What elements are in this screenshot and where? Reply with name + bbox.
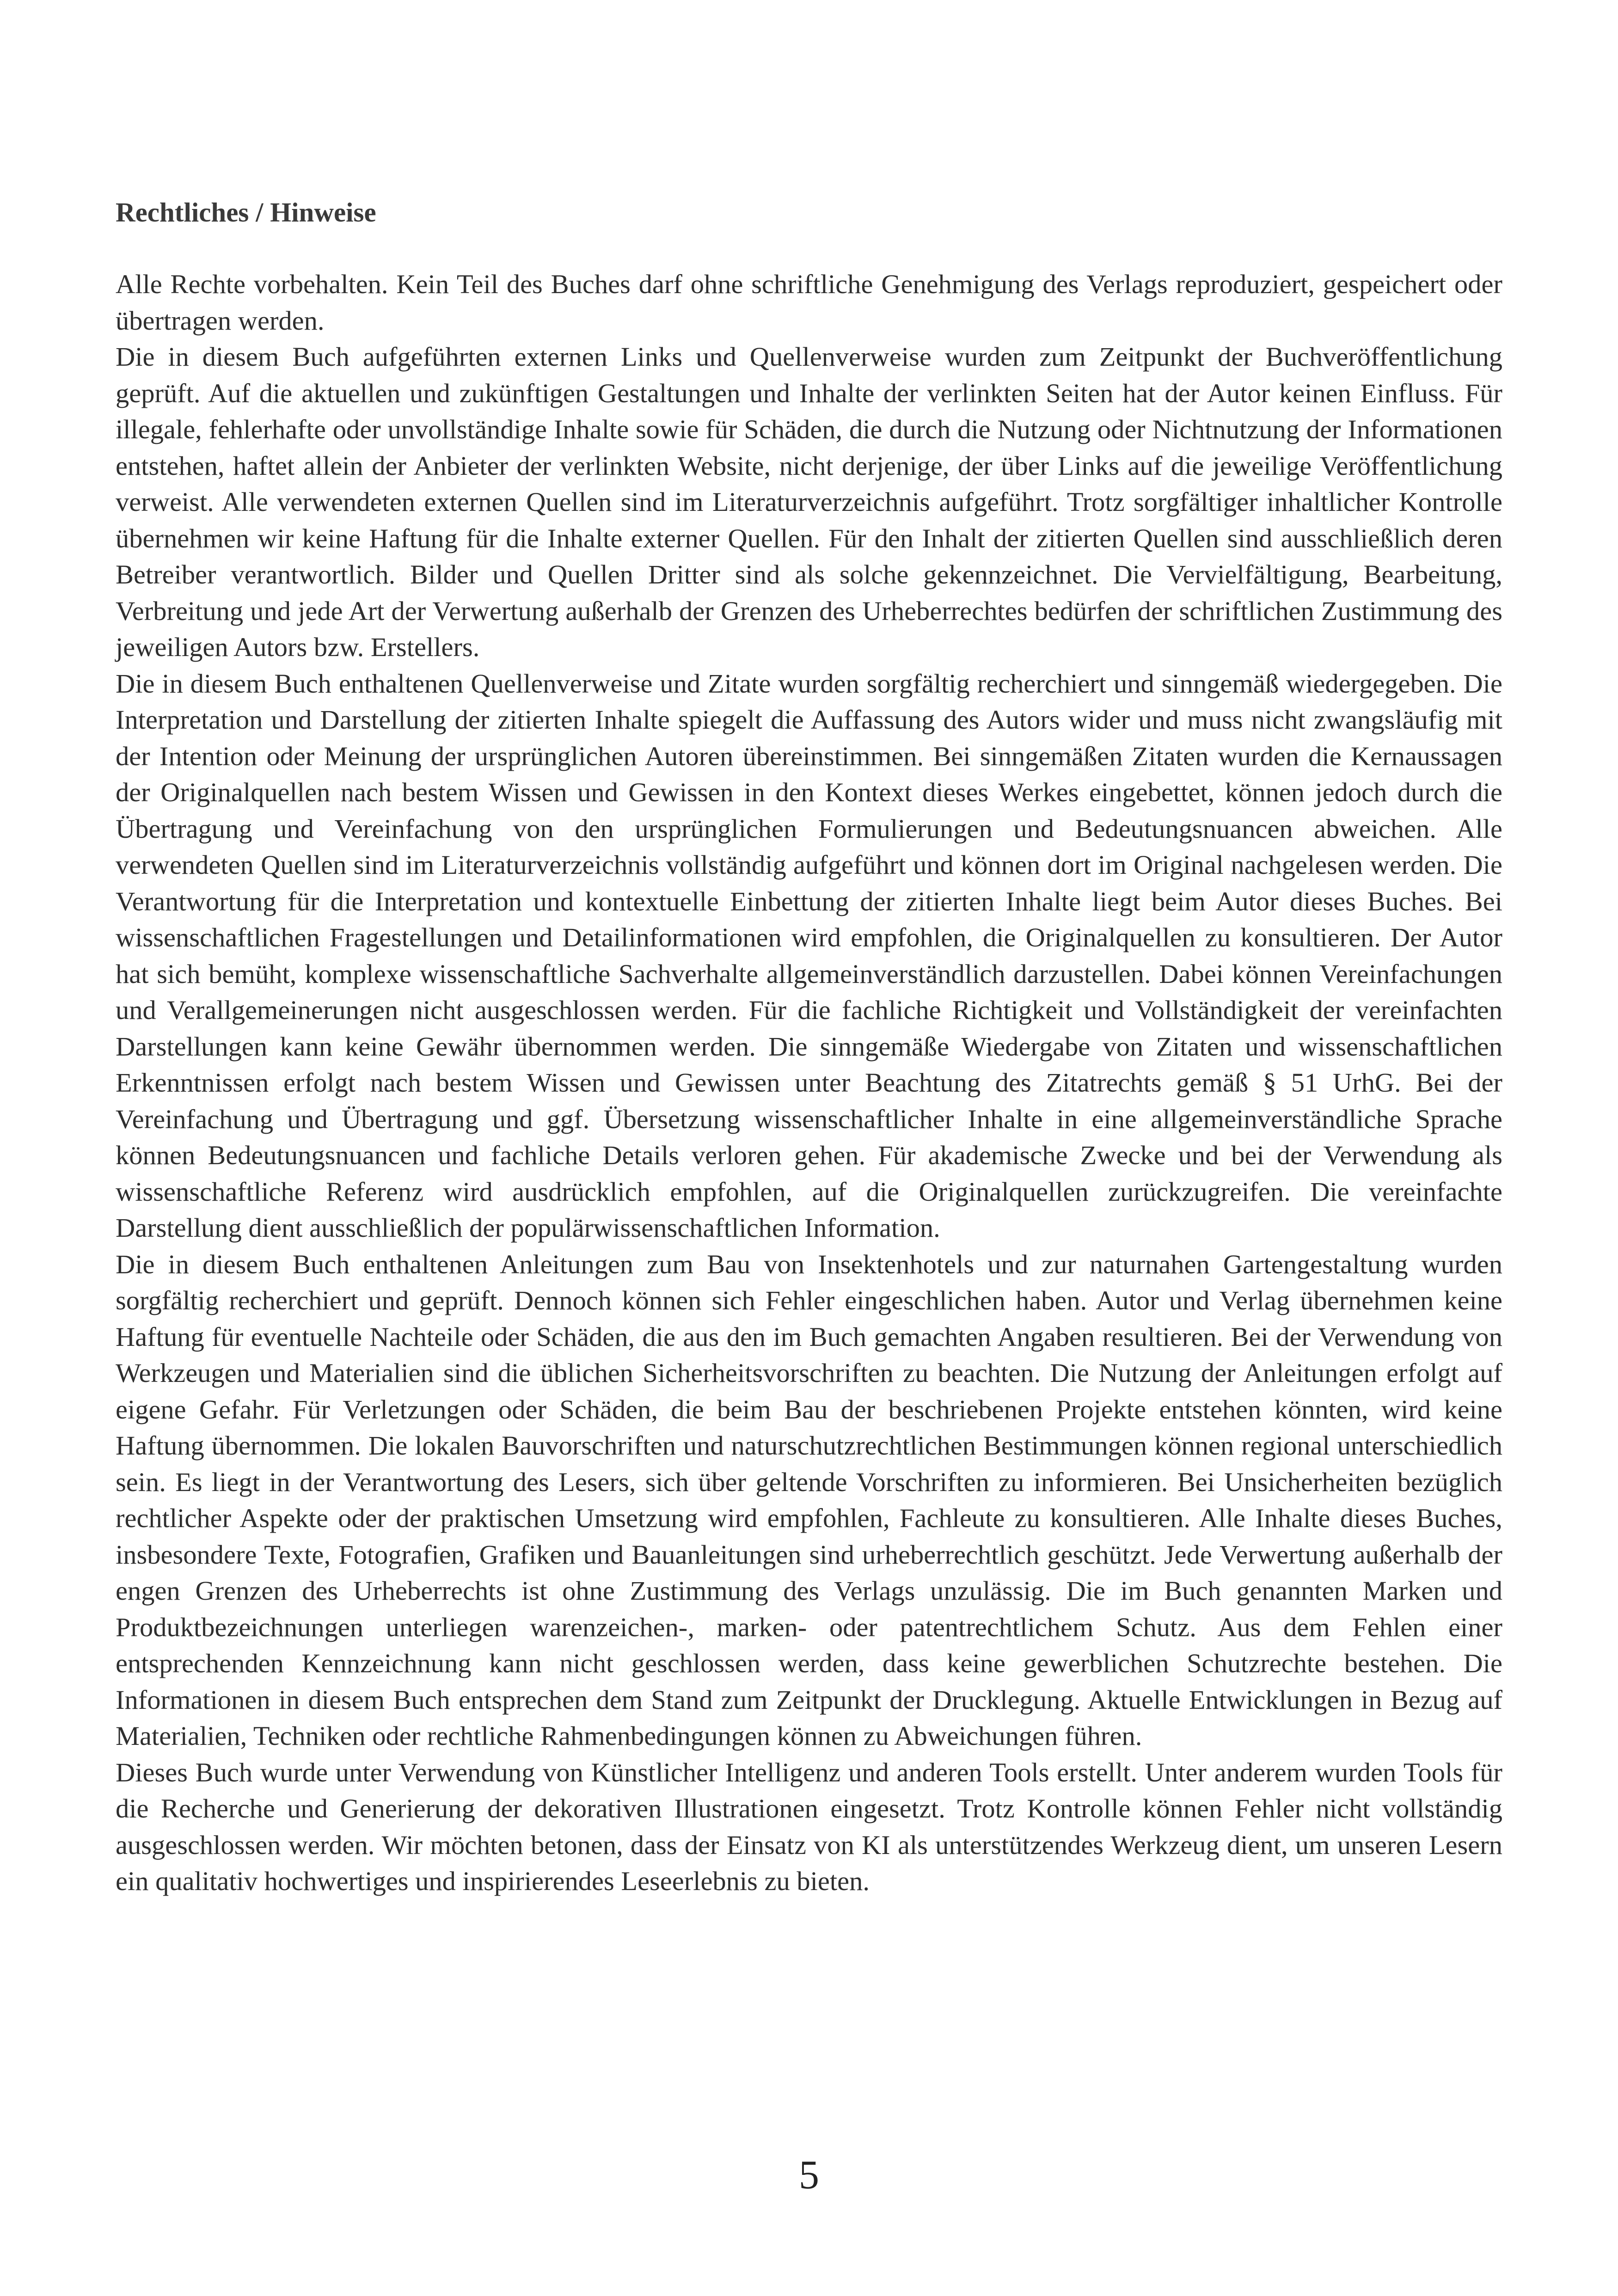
page-number: 5 <box>799 2153 819 2198</box>
paragraph-external-links: Die in diesem Buch aufgeführten externen Links und Quellenverweise wurden zum Zeitpunkt der Buchveröffentlichung geprüft. Auf die aktuellen und zukünftigen Gestaltungen und Inhalte der verlinkten Seiten hat der Autor keinen Einfluss. Für illegale, fehlerhafte oder unvollständige Inhalte sowie für Schäden, die durch die Nutzung oder Nichtnutzung der Informationen entstehen, haftet allein der Anbieter der verlinkten Website, nicht derjenige, der über Links auf die jeweilige Veröffentlichung verweist. Alle verwendeten externen Quellen sind im Literaturverzeichnis aufgeführt. Trotz sorgfältiger inhaltlicher Kontrolle übernehmen wir keine Haftung für die Inhalte externer Quellen. Für den Inhalt der zitierten Quellen sind ausschließlich deren Betreiber verantwortlich. Bilder und Quellen Dritter sind als solche gekennzeichnet. Die Vervielfältigung, Bearbeitung, Verbreitung und jede Art der Verwertung außerhalb der Grenzen des Urheberrechtes bedürfen der schriftlichen Zustimmung des jeweiligen Autors bzw. Erstellers. <box>116 342 1502 662</box>
paragraph-copyright: Alle Rechte vorbehalten. Kein Teil des Buches darf ohne schriftliche Genehmigung des Verlags reproduziert, gespeichert oder übertragen werden. <box>116 269 1502 336</box>
paragraph-ai-notice: Dieses Buch wurde unter Verwendung von Künstlicher Intelligenz und anderen Tools erstellt. Unter anderem wurden Tools für die Recherche und Generierung der dekorativen Illustrationen eingesetzt. Trotz Kontrolle können Fehler nicht vollständig ausgeschlossen werden. Wir möchten betonen, dass der Einsatz von KI als unterstützendes Werkzeug dient, um unseren Lesern ein qualitativ hochwertiges und inspirierendes Leseerlebnis zu bieten. <box>116 1757 1502 1896</box>
paragraph-instructions-liability: Die in diesem Buch enthaltenen Anleitungen zum Bau von Insektenhotels und zur naturnahen Gartengestaltung wurden sorgfältig recherchiert und geprüft. Dennoch können sich Fehler eingeschlichen haben. Autor und Verlag übernehmen keine Haftung für eventuelle Nachteile oder Schäden, die aus den im Buch gemachten Angaben resultieren. Bei der Verwendung von Werkzeugen und Materialien sind die üblichen Sicherheitsvorschriften zu beachten. Die Nutzung der Anleitungen erfolgt auf eigene Gefahr. Für Verletzungen oder Schäden, die beim Bau der beschriebenen Projekte entstehen könnten, wird keine Haftung übernommen. Die lokalen Bauvorschriften und naturschutzrechtlichen Bestimmungen können regional unterschiedlich sein. Es liegt in der Verantwortung des Lesers, sich über geltende Vorschriften zu informieren. Bei Unsicherheiten bezüglich rechtlicher Aspekte oder der praktischen Umsetzung wird empfohlen, Fachleute zu konsultieren. Alle Inhalte dieses Buches, insbesondere Texte, Fotografien, Grafiken und Bauanleitungen sind urheberrechtlich geschützt. Jede Verwertung außerhalb der engen Grenzen des Urheberrechts ist ohne Zustimmung des Verlags unzulässig. Die im Buch genannten Marken und Produktbezeichnungen unterliegen warenzeichen-, marken- oder patentrechtlichem Schutz. Aus dem Fehlen einer entsprechenden Kennzeichnung kann nicht geschlossen werden, dass keine gewerblichen Schutzrechte bestehen. Die Informationen in diesem Buch entsprechen dem Stand zum Zeitpunkt der Drucklegung. Aktuelle Entwicklungen in Bezug auf Materialien, Techniken oder rechtliche Rahmenbedingungen können zu Abweichungen führen. <box>116 1249 1502 1751</box>
page-heading: Rechtliches / Hinweise <box>116 197 376 227</box>
paragraph-citations: Die in diesem Buch enthaltenen Quellenverweise und Zitate wurden sorgfältig recherchiert und sinngemäß wiedergegeben. Die Interpretation und Darstellung der zitierten Inhalte spiegelt die Auffassung des Autors wider und muss nicht zwangsläufig mit der Intention oder Meinung der ursprünglichen Autoren übereinstimmen. Bei sinngemäßen Zitaten wurden die Kernaussagen der Originalquellen nach bestem Wissen und Gewissen in den Kontext dieses Werkes eingebettet, können jedoch durch die Übertragung und Vereinfachung von den ursprünglichen Formulierungen und Bedeutungsnuancen abweichen. Alle verwendeten Quellen sind im Literaturverzeichnis vollständig aufgeführt und können dort im Original nachgelesen werden. Die Verantwortung für die Interpretation und kontextuelle Einbettung der zitierten Inhalte liegt beim Autor dieses Buches. Bei wissenschaftlichen Fragestellungen und Detailinformationen wird empfohlen, die Originalquellen zu konsultieren. Der Autor hat sich bemüht, komplexe wissenschaftliche Sachverhalte allgemeinverständlich darzustellen. Dabei können Vereinfachungen und Verallgemeinerungen nicht ausgeschlossen werden. Für die fachliche Richtigkeit und Vollständigkeit der vereinfachten Darstellungen kann keine Gewähr übernommen werden. Die sinngemäße Wiedergabe von Zitaten und wissenschaftlichen Erkenntnissen erfolgt nach bestem Wissen und Gewissen unter Beachtung des Zitatrechts gemäß § 51 UrhG. Bei der Vereinfachung und Übertragung und ggf. Übersetzung wissenschaftlicher Inhalte in eine allgemeinverständliche Sprache können Bedeutungsnuancen und fachliche Details verloren gehen. Für akademische Zwecke und bei der Verwendung als wissenschaftliche Referenz wird ausdrücklich empfohlen, auf die Originalquellen zurückzugreifen. Die vereinfachte Darstellung dient ausschließlich der populärwissenschaftlichen Information. <box>116 668 1502 1243</box>
page-content <box>116 194 1502 1900</box>
